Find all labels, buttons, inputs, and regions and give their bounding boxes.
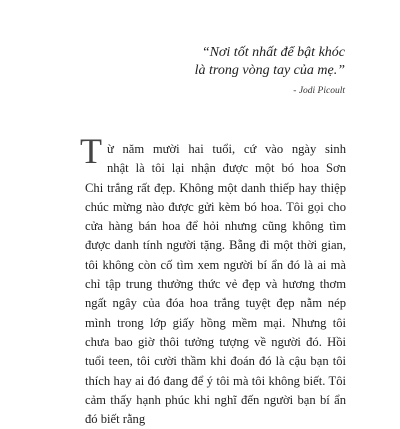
drop-cap-letter: T [80,131,102,171]
body-line: chưa bao giờ thôi tưởng tượng về người đó. Hồi [85,334,346,349]
body-line: nhật là tôi lại nhận được một bó hoa Sơn [107,161,346,176]
body-line: cửa hàng bán hoa để hỏi nhưng cũng không tìm [85,219,346,234]
body-line: tuổi teen, tôi cười thầm khi đoán đó là cậu bạn tôi [85,354,346,369]
epigraph-attribution: - Jodi Picoult [293,86,345,96]
body-line: thích hay ai đó đang để ý tôi mà tôi không biết. Tôi [85,373,346,388]
epigraph-line-2: là trong vòng tay của mẹ.” [194,63,345,78]
body-line: chúc mừng nào được gửi kèm bó hoa. Tôi gọi cho [85,199,346,214]
body-line: mình trong lớp giấy hồng mềm mại. Nhưng tôi [85,315,346,330]
epigraph-line-1: “Nơi tốt nhất để bật khóc [201,45,345,60]
body-line: chỉ tập trung thưởng thức vẻ đẹp và hương thơm [85,277,346,292]
body-paragraph [85,140,346,427]
body-line: ngất ngây của đóa hoa trắng tuyệt đẹp nằm nép [85,296,346,311]
body-line: ừ năm mười hai tuổi, cứ vào ngày sinh [107,142,346,156]
body-line: Chi trắng rất đẹp. Không một danh thiếp hay thiệp [85,180,346,195]
body-line: cảm thấy hạnh phúc khi nghĩ đến người bạn bí ẩn [85,392,346,407]
body-line: được danh tính người tặng. Bẵng đi một thời gian, [85,238,346,253]
body-line-partial: đó biết rằng [85,412,146,427]
body-line: tôi không còn cố tìm xem người bí ẩn đó là ai mà [85,257,346,272]
epigraph-quote [125,44,345,98]
